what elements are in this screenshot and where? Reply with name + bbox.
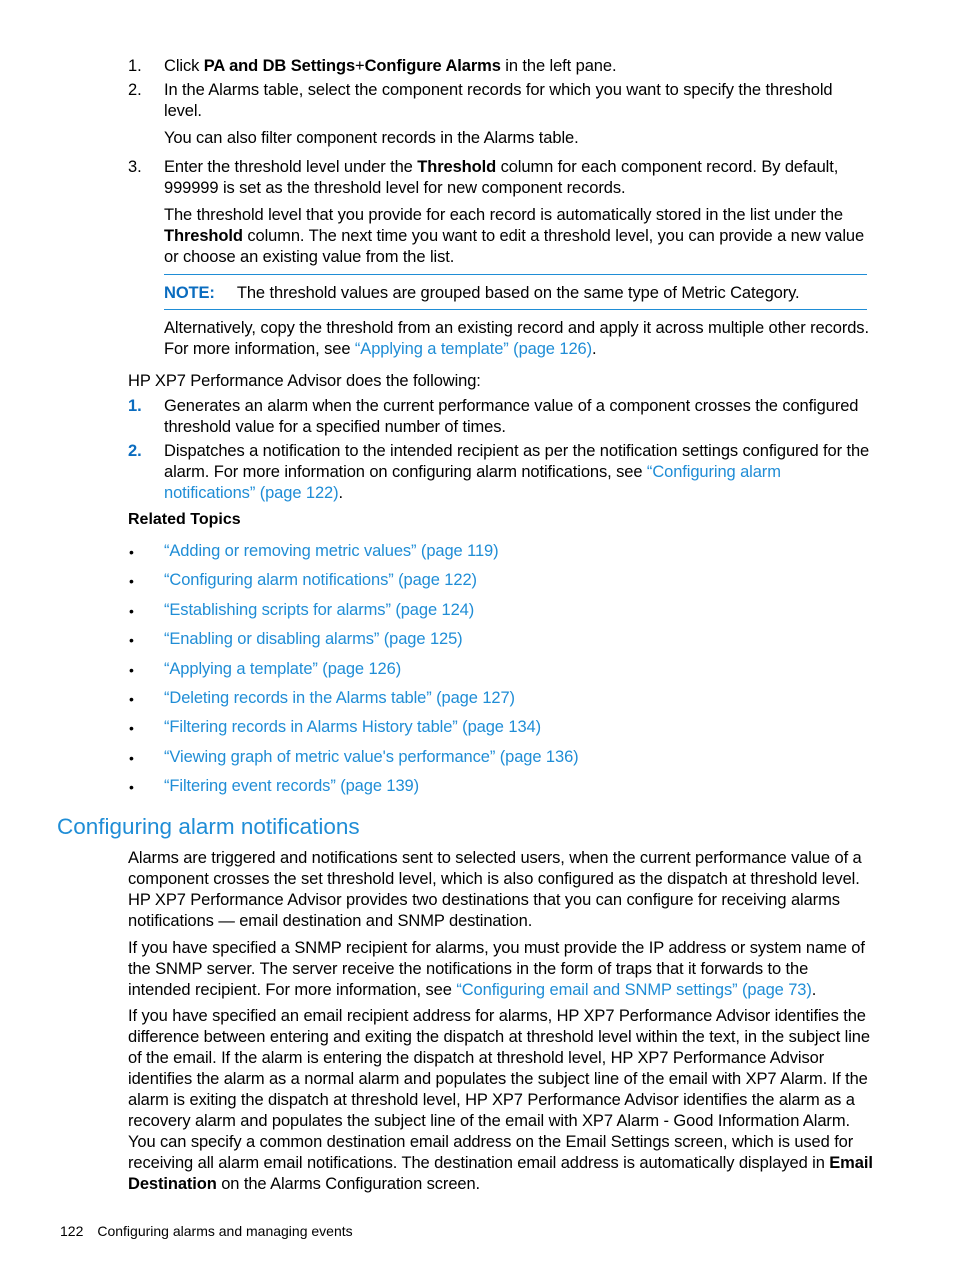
related-link-6[interactable]: “Deleting records in the Alarms table” (page 127) — [164, 689, 515, 707]
related-link-7[interactable]: “Filtering records in Alarms History table” (page 134) — [164, 718, 541, 736]
note-text: The threshold values are grouped based on the same type of Metric Category. — [236, 284, 800, 302]
step-3-p2-bold: Threshold — [164, 227, 243, 245]
advisor-item-1-text: Generates an alarm when the current performance value of a component crosses the configured threshold value for a specified number of times. — [164, 397, 859, 436]
related-link-2[interactable]: “Configuring alarm notifications” (page 122) — [164, 571, 477, 589]
bullet: • — [129, 603, 134, 619]
related-topics-heading: Related Topics — [128, 511, 241, 528]
configuring-email-snmp-link[interactable]: “Configuring email and SNMP settings” (page 73) — [456, 981, 812, 999]
step-1-plus: + — [355, 57, 365, 75]
bullet: • — [129, 544, 134, 560]
note-label: NOTE: — [164, 284, 215, 302]
step-2-subtext: You can also filter component records in the Alarms table. — [164, 129, 579, 147]
step-2-text: In the Alarms table, select the component records for which you want to specify the threshold level. — [164, 81, 833, 120]
section-paragraph-1: Alarms are triggered and notifications sent to selected users, when the current performance value of a component crosses the set threshold level, which is also configured as the dispatch at threshold level. HP XP7 Performance Advisor provides two destinations that you can configure for receiving alarms notifications — email destination and SNMP destination. — [128, 849, 862, 930]
page-footer — [60, 1222, 353, 1240]
advisor-item-2-number: 2. — [128, 442, 142, 460]
advisor-item-2-pre: Dispatches a notification to the intended recipient as per the notification settings configured for the alarm. For more information on configuring alarm notifications, see — [164, 442, 870, 481]
page-number: 122 — [60, 1223, 84, 1239]
step-1-menu-2: Configure Alarms — [364, 57, 501, 75]
step-1-menu-1: PA and DB Settings — [203, 57, 356, 75]
note-bottom-rule — [164, 309, 867, 310]
note — [164, 283, 867, 304]
section-p3-post: on the Alarms Configuration screen. — [216, 1175, 481, 1193]
bullet: • — [129, 691, 134, 707]
advisor-item-1-number: 1. — [128, 397, 142, 415]
email-destination-bold: Email Destination — [128, 1154, 873, 1193]
advisor-item-2-text — [164, 441, 874, 504]
step-3-pre: Enter the threshold level under the — [164, 158, 418, 176]
advisor-item-2-post: . — [338, 484, 344, 502]
bullet: • — [129, 750, 134, 766]
related-link-5[interactable]: “Applying a template” (page 126) — [164, 660, 402, 678]
step-1-pre: Click — [164, 57, 204, 75]
section-paragraph-2 — [128, 938, 874, 1001]
note-top-rule — [164, 274, 867, 275]
step-1-post: in the left pane. — [500, 57, 617, 75]
section-p2-post: . — [811, 981, 817, 999]
chapter-title: Configuring alarms and managing events — [97, 1223, 353, 1239]
alternatively-post: . — [592, 340, 597, 358]
step-3-text — [164, 157, 874, 199]
step-3-paragraph — [164, 205, 874, 268]
step-1-number: 1. — [128, 57, 142, 75]
step-1-text — [164, 56, 874, 77]
related-link-9[interactable]: “Filtering event records” (page 139) — [164, 777, 420, 795]
configuring-alarm-notifications-link[interactable]: “Configuring alarm notifications” (page 122) — [164, 463, 781, 502]
step-3-post: column for each component record. By default, 999999 is set as the threshold level for new component records. — [164, 158, 839, 197]
related-link-1[interactable]: “Adding or removing metric values” (page 119) — [164, 542, 499, 560]
step-3-number: 3. — [128, 158, 142, 176]
section-title: Configuring alarm notifications — [57, 814, 360, 839]
applying-template-link[interactable]: “Applying a template” (page 126) — [354, 340, 592, 358]
step-3-bold: Threshold — [417, 158, 497, 176]
related-link-4[interactable]: “Enabling or disabling alarms” (page 125) — [164, 630, 463, 648]
step-3-p2-post: column. The next time you want to edit a threshold level, you can provide a new value or choose an existing value from the list. — [164, 227, 865, 266]
section-p2-pre: If you have specified a SNMP recipient for alarms, you must provide the IP address or system name of the SNMP server. The server receive the notifications in the form of traps that it forwards to the intended recipient. For more information, see — [128, 939, 865, 999]
step-3-p2-pre: The threshold level that you provide for each record is automatically stored in the list under the — [164, 206, 843, 224]
alternatively-paragraph — [164, 318, 874, 360]
related-link-8[interactable]: “Viewing graph of metric value's performance” (page 136) — [164, 748, 579, 766]
section-p3-pre: If you have specified an email recipient address for alarms, HP XP7 Performance Advisor identifies the difference between entering and exiting the dispatch at threshold level within the text, in the subject line of the email. If the alarm is entering the dispatch at threshold level, HP XP7 Performance Advisor identifies the alarm as a normal alarm and populates the subject line of the email with XP7 Alarm. If the alarm is exiting the dispatch at threshold level, HP XP7 Performance Advisor identifies the alarm as a recovery alarm and populates the subject line of the email with XP7 Alarm - Good Information Alarm. You can specify a common destination email address on the Email Settings screen, which is used for receiving all alarm email notifications. The destination email address is automatically displayed in — [128, 1007, 870, 1172]
bullet: • — [129, 779, 134, 795]
section-paragraph-3 — [128, 1006, 874, 1195]
related-link-3[interactable]: “Establishing scripts for alarms” (page 124) — [164, 601, 475, 619]
advisor-intro: HP XP7 Performance Advisor does the following: — [128, 372, 481, 390]
bullet: • — [129, 720, 134, 736]
bullet: • — [129, 632, 134, 648]
bullet: • — [129, 662, 134, 678]
alternatively-pre: Alternatively, copy the threshold from an existing record and apply it across multiple other records. For more information, see — [164, 319, 869, 358]
step-2-number: 2. — [128, 81, 142, 99]
bullet: • — [129, 573, 134, 589]
